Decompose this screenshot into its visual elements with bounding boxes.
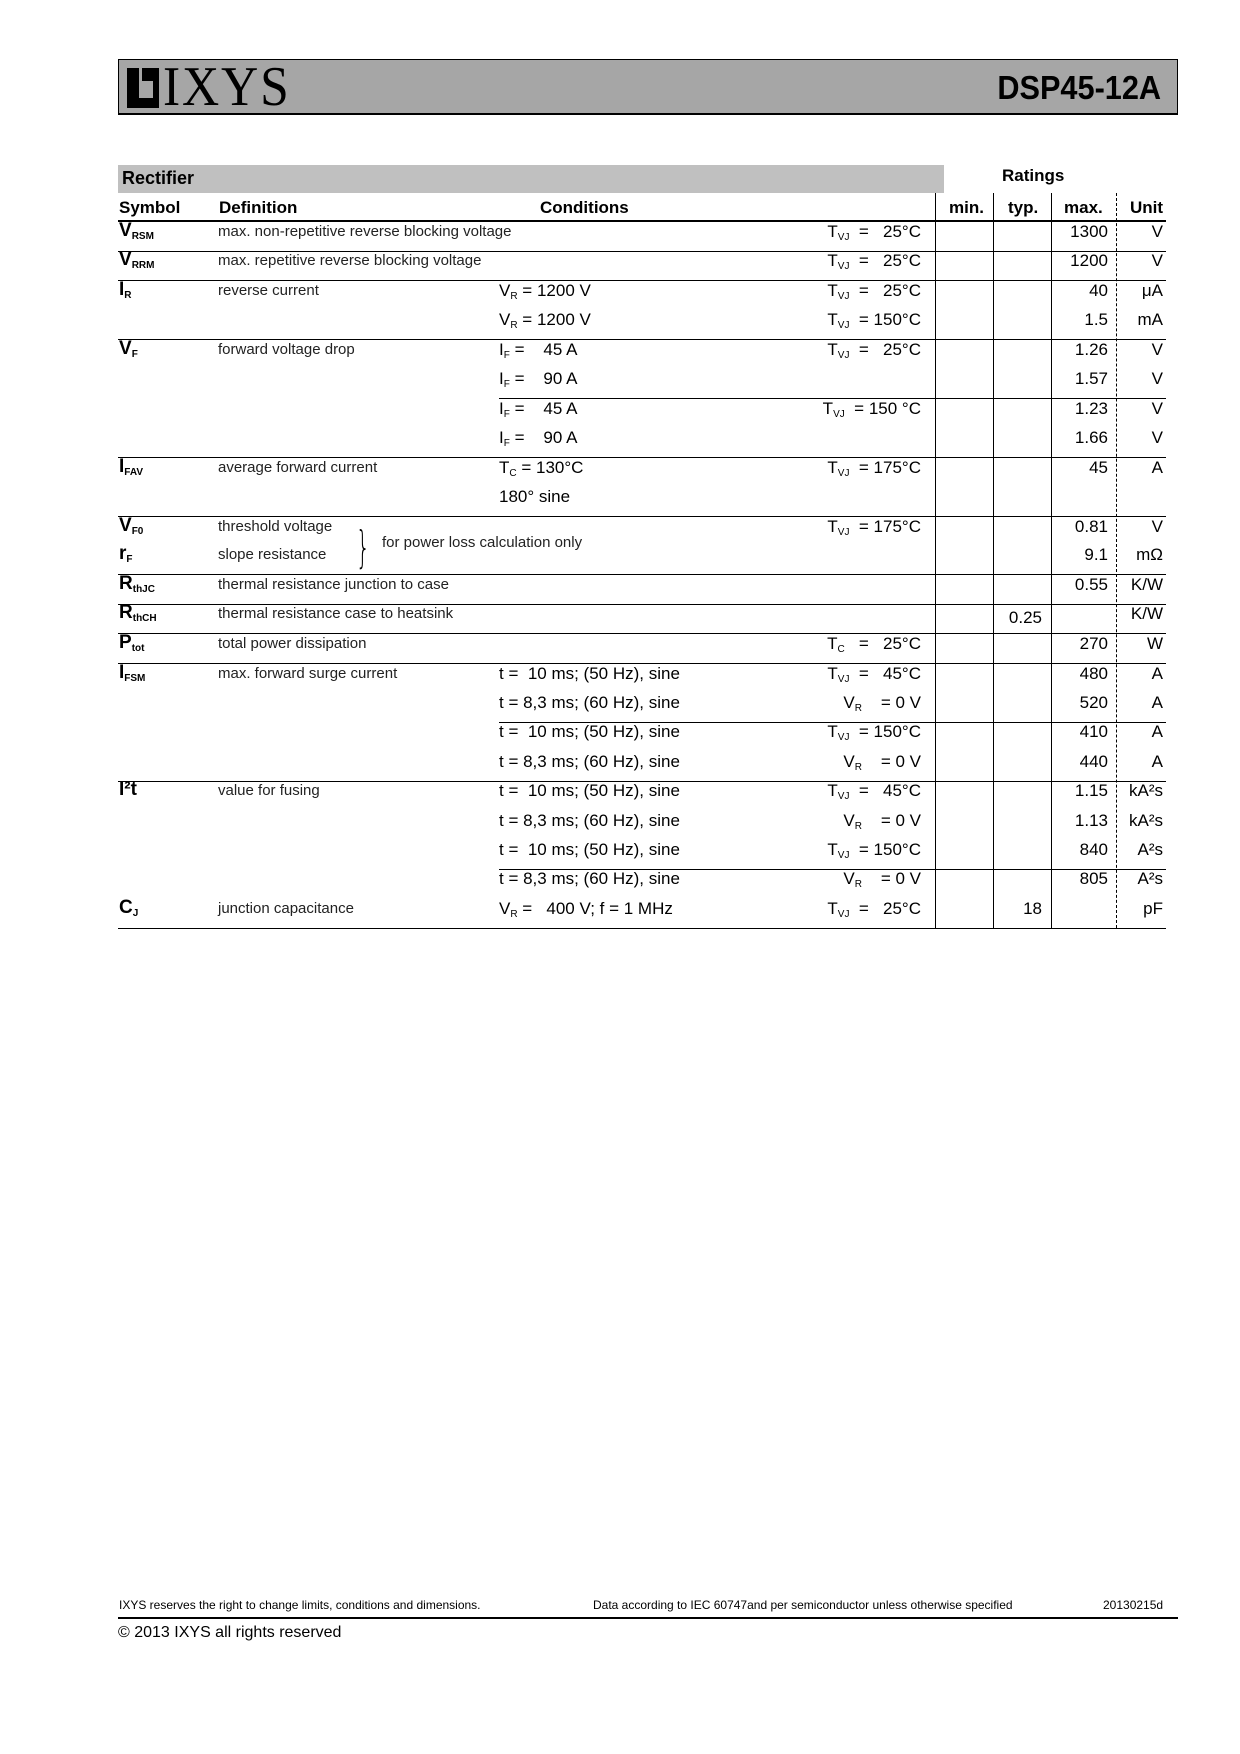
row-divider — [118, 604, 1166, 605]
row-max-value: 1.66 — [1074, 428, 1108, 447]
row-temperature-condition: $T_{VJ} = 45^\circ C$ — [827, 781, 921, 802]
row-symbol: $R_{thCH}$ — [119, 602, 157, 624]
row-unit: A²s — [1137, 869, 1163, 888]
row-unit: A — [1151, 664, 1163, 683]
row-max-value: 1.5 — [1084, 310, 1108, 329]
row-unit: K/W — [1130, 575, 1163, 594]
row-max-value: 40 — [1089, 281, 1108, 300]
brand-logo — [125, 56, 302, 118]
row-temperature-condition: $T_{VJ} = 25^\circ C$ — [827, 340, 921, 361]
row-condition: $V_R = 1200$ V — [499, 310, 591, 331]
row-unit: K/W — [1130, 604, 1163, 623]
col-unit: Unit — [1130, 198, 1164, 217]
row-temperature-condition: $T_C = 25^\circ C$ — [827, 634, 921, 655]
row-temperature-condition: $V_R$ = 0 V — [843, 869, 921, 890]
row-divider — [118, 457, 1166, 458]
copyright: © 2013 IXYS all rights reserved — [118, 1624, 342, 1641]
column-divider — [993, 193, 994, 928]
row-temperature-condition: $T_{VJ} = 175^\circ C$ — [827, 517, 921, 538]
row-condition: $I_F$ = 45 A — [499, 340, 578, 361]
row-max-value: 45 — [1089, 458, 1108, 477]
row-definition: slope resistance — [218, 546, 327, 563]
row-divider — [118, 663, 1166, 664]
col-definition: Definition — [219, 198, 298, 217]
row-unit: V — [1151, 517, 1163, 536]
row-symbol: $P_{tot}$ — [119, 632, 145, 654]
col-typ: typ. — [1008, 198, 1039, 217]
row-temperature-condition: $V_R$ = 0 V — [843, 752, 921, 773]
row-divider — [118, 928, 1166, 929]
row-definition: max. repetitive reverse blocking voltage — [218, 252, 482, 269]
col-max: max. — [1064, 198, 1103, 217]
row-subdivider — [499, 722, 1166, 723]
row-max-value: 410 — [1079, 722, 1108, 741]
row-unit: V — [1151, 369, 1163, 388]
unit-column-divider — [1116, 193, 1117, 928]
row-divider — [118, 781, 1166, 782]
row-unit: W — [1146, 634, 1163, 653]
row-condition: t = 8,3 ms; (60 Hz), sine — [499, 811, 680, 830]
row-symbol: $I_R$ — [119, 279, 132, 301]
row-temperature-condition: $T_{VJ} = 150$ °C — [822, 399, 921, 420]
row-condition: t = 8,3 ms; (60 Hz), sine — [499, 693, 680, 712]
row-definition: max. non-repetitive reverse blocking voltage — [218, 223, 512, 240]
row-condition: 180° sine — [499, 487, 571, 506]
footer-disclaimer: IXYS reserves the right to change limits, conditions and dimensions. — [119, 1598, 481, 1612]
row-symbol: $I_{FAV}$ — [119, 456, 143, 478]
row-max-value: 1.23 — [1074, 399, 1108, 418]
row-condition: $V_R = 1200$ V — [499, 281, 591, 302]
row-symbol: $V_{RSM}$ — [119, 220, 154, 242]
ixys-logo-icon — [125, 65, 159, 109]
footer-doc-code: 20130215d — [1103, 1598, 1164, 1612]
row-typ-value: 18 — [1023, 899, 1042, 918]
row-unit: V — [1151, 428, 1163, 447]
part-number: DSP45-12A — [997, 69, 1161, 106]
row-condition: $I_F$ = 45 A — [499, 399, 578, 420]
row-unit: mA — [1137, 310, 1163, 329]
row-condition: $T_C = 130^\circ C$ — [499, 458, 584, 479]
row-condition: t = 10 ms; (50 Hz), sine — [499, 781, 680, 800]
row-divider — [118, 516, 1166, 517]
row-subdivider — [499, 869, 1166, 870]
row-definition: thermal resistance junction to case — [218, 576, 449, 593]
row-unit: V — [1151, 399, 1163, 418]
row-symbol: $R_{thJC}$ — [119, 573, 155, 595]
row-max-value: 840 — [1079, 840, 1108, 859]
section-bar — [118, 165, 944, 193]
col-symbol: Symbol — [119, 198, 181, 217]
row-max-value: 270 — [1079, 634, 1108, 653]
row-symbol: $V_{F0}$ — [119, 515, 144, 537]
row-symbol: $V_{RRM}$ — [119, 249, 155, 271]
row-definition: total power dissipation — [218, 635, 367, 652]
row-unit: kA²s — [1129, 811, 1163, 830]
row-divider — [118, 574, 1166, 575]
row-unit: V — [1151, 222, 1163, 241]
row-definition: thermal resistance case to heatsink — [218, 605, 454, 622]
row-unit: mΩ — [1136, 545, 1163, 564]
row-temperature-condition: $T_{VJ} = 25^\circ C$ — [827, 251, 921, 272]
row-max-value: 1.15 — [1074, 781, 1108, 800]
row-max-value: 440 — [1079, 752, 1108, 771]
ratings-label: Ratings — [1002, 166, 1065, 185]
row-unit: A — [1151, 752, 1163, 771]
row-symbol: $I_{FSM}$ — [119, 662, 146, 684]
row-condition: $I_F$ = 90 A — [499, 428, 578, 449]
row-max-value: 1200 — [1070, 251, 1108, 270]
row-symbol: $C_J$ — [119, 897, 139, 919]
row-divider — [118, 339, 1166, 340]
row-max-value: 480 — [1079, 664, 1108, 683]
row-temperature-condition: $T_{VJ} = 25^\circ C$ — [827, 899, 921, 920]
row-condition: $V_R = 400$ V; f = 1 MHz — [499, 899, 673, 920]
row-definition: reverse current — [218, 282, 319, 299]
row-symbol: $V_F$ — [119, 338, 138, 360]
row-max-value: 520 — [1079, 693, 1108, 712]
row-definition: average forward current — [218, 459, 378, 476]
row-unit: pF — [1143, 899, 1163, 918]
row-temperature-condition: $T_{VJ} = 175^\circ C$ — [827, 458, 921, 479]
header-divider — [118, 220, 1166, 222]
row-condition: $I_F$ = 90 A — [499, 369, 578, 390]
footer-standard-note: Data according to IEC 60747and per semiconductor unless otherwise specified — [593, 1598, 1013, 1612]
row-divider — [118, 280, 1166, 281]
row-typ-value: 0.25 — [1008, 608, 1042, 627]
row-temperature-condition: $V_R$ = 0 V — [843, 811, 921, 832]
col-min: min. — [949, 198, 984, 217]
row-definition: threshold voltage — [218, 518, 333, 535]
row-temperature-condition: $T_{VJ} = 150^\circ C$ — [827, 840, 921, 861]
row-definition: junction capacitance — [218, 900, 354, 917]
row-max-value: 0.55 — [1074, 575, 1108, 594]
row-symbol: I²t — [119, 779, 137, 800]
row-condition: t = 8,3 ms; (60 Hz), sine — [499, 752, 680, 771]
brace-icon: } — [356, 522, 370, 573]
row-condition: t = 10 ms; (50 Hz), sine — [499, 664, 680, 683]
row-max-value: 9.1 — [1084, 545, 1108, 564]
row-temperature-condition: $T_{VJ} = 45^\circ C$ — [827, 664, 921, 685]
row-unit: A — [1151, 458, 1163, 477]
row-unit: A²s — [1137, 840, 1163, 859]
row-divider — [118, 251, 1166, 252]
row-max-value: 1.26 — [1074, 340, 1108, 359]
header-bar — [118, 56, 1178, 118]
row-temperature-condition: $T_{VJ} = 25^\circ C$ — [827, 281, 921, 302]
row-unit: μA — [1141, 281, 1163, 300]
row-max-value: 0.81 — [1074, 517, 1108, 536]
row-definition: value for fusing — [218, 782, 320, 799]
row-max-value: 1300 — [1070, 222, 1108, 241]
row-temperature-condition: $T_{VJ} = 150^\circ C$ — [827, 310, 921, 331]
row-symbol: $r_F$ — [119, 543, 133, 565]
column-divider — [935, 193, 936, 928]
row-definition: forward voltage drop — [218, 341, 355, 358]
footer-divider — [118, 1617, 1178, 1619]
column-divider — [1051, 193, 1052, 928]
row-max-value: 1.13 — [1074, 811, 1108, 830]
row-condition: t = 10 ms; (50 Hz), sine — [499, 722, 680, 741]
row-temperature-condition: $T_{VJ} = 150^\circ C$ — [827, 722, 921, 743]
row-temperature-condition: $V_R$ = 0 V — [843, 693, 921, 714]
row-definition: max. forward surge current — [218, 665, 398, 682]
row-unit: V — [1151, 340, 1163, 359]
brand-name: IXYS — [163, 56, 291, 118]
row-max-value: 805 — [1079, 869, 1108, 888]
row-temperature-condition: $T_{VJ} = 25^\circ C$ — [827, 222, 921, 243]
power-loss-note: for power loss calculation only — [382, 534, 583, 551]
row-unit: A — [1151, 722, 1163, 741]
row-unit: kA²s — [1129, 781, 1163, 800]
row-condition: t = 10 ms; (50 Hz), sine — [499, 840, 680, 859]
row-unit: A — [1151, 693, 1163, 712]
row-divider — [118, 633, 1166, 634]
row-condition: t = 8,3 ms; (60 Hz), sine — [499, 869, 680, 888]
row-max-value: 1.57 — [1074, 369, 1108, 388]
row-unit: V — [1151, 251, 1163, 270]
col-conditions: Conditions — [540, 198, 629, 217]
section-title: Rectifier — [122, 168, 195, 188]
row-subdivider — [499, 398, 1166, 399]
